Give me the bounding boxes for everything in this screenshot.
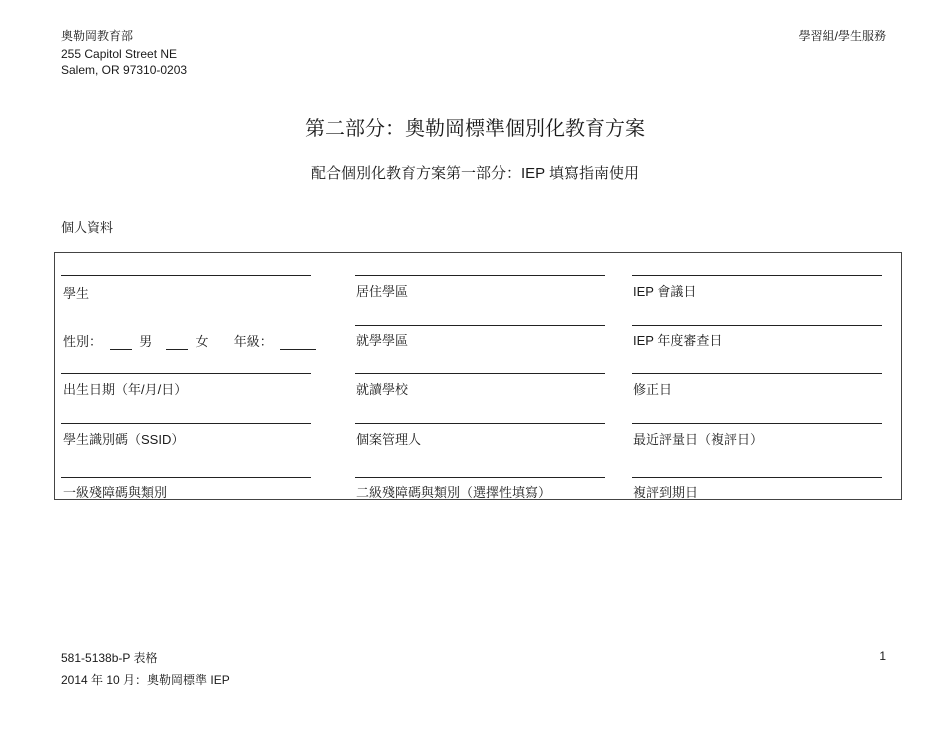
amendment-date-label: 修正日: [633, 382, 673, 397]
male-blank[interactable]: [110, 337, 132, 350]
page-number: 1: [879, 649, 886, 663]
iep-meeting-date-line[interactable]: [632, 275, 882, 276]
grade-label: 年級：: [233, 334, 273, 349]
female-label: 女: [195, 334, 209, 349]
female-blank[interactable]: [166, 337, 188, 350]
attending-district-line[interactable]: [355, 325, 605, 326]
page-title: 第二部分：奧勒岡標準個別化教育方案: [305, 118, 645, 140]
gender-grade-row: [63, 331, 316, 350]
iep-annual-review-label: IEP 年度審查日: [633, 333, 723, 348]
reeval-due-line[interactable]: [632, 477, 882, 478]
secondary-disability-label: 二級殘障碼與類別（選擇性填寫）: [356, 485, 552, 500]
address-line-1: 255 Capitol Street NE: [61, 47, 178, 61]
personal-info-form: [54, 252, 902, 500]
section-title: 個人資料: [61, 220, 114, 235]
attending-district-label: 就學學區: [356, 333, 409, 348]
attending-school-line[interactable]: [355, 373, 605, 374]
page-subtitle: 配合個別化教育方案第一部分：IEP 填寫指南使用: [310, 165, 640, 182]
address-line-2: Salem, OR 97310-0203: [61, 63, 188, 77]
primary-disability-label: 一級殘障碼與類別: [63, 485, 168, 500]
attending-school-label: 就讀學校: [356, 382, 409, 397]
male-label: 男: [139, 334, 153, 349]
resident-district-label: 居住學區: [356, 284, 409, 299]
dob-line[interactable]: [61, 373, 311, 374]
secondary-disability-line[interactable]: [355, 477, 605, 478]
grade-blank[interactable]: [280, 337, 316, 350]
reeval-due-label: 複評到期日: [633, 485, 699, 500]
footer-date: 2014 年 10 月：奧勒岡標準 IEP: [61, 673, 230, 687]
primary-disability-line[interactable]: [61, 477, 311, 478]
student-line[interactable]: [61, 275, 311, 276]
amendment-date-line[interactable]: [632, 373, 882, 374]
case-manager-line[interactable]: [355, 423, 605, 424]
gender-label: 性別：: [63, 334, 103, 349]
department-label: 學習組/學生服務: [798, 29, 886, 43]
ssid-label: 學生識別碼（SSID）: [63, 432, 185, 447]
resident-district-line[interactable]: [355, 275, 605, 276]
dob-label: 出生日期（年/月/日）: [63, 382, 188, 397]
recent-eval-label: 最近評量日（複評日）: [633, 432, 764, 447]
org-name: 奧勒岡教育部: [61, 29, 134, 43]
form-number: 581-5138b-P 表格: [61, 651, 158, 665]
ssid-line[interactable]: [61, 423, 311, 424]
recent-eval-line[interactable]: [632, 423, 882, 424]
student-label: 學生: [63, 286, 90, 301]
case-manager-label: 個案管理人: [356, 432, 422, 447]
iep-meeting-date-label: IEP 會議日: [633, 284, 697, 299]
iep-annual-review-line[interactable]: [632, 325, 882, 326]
